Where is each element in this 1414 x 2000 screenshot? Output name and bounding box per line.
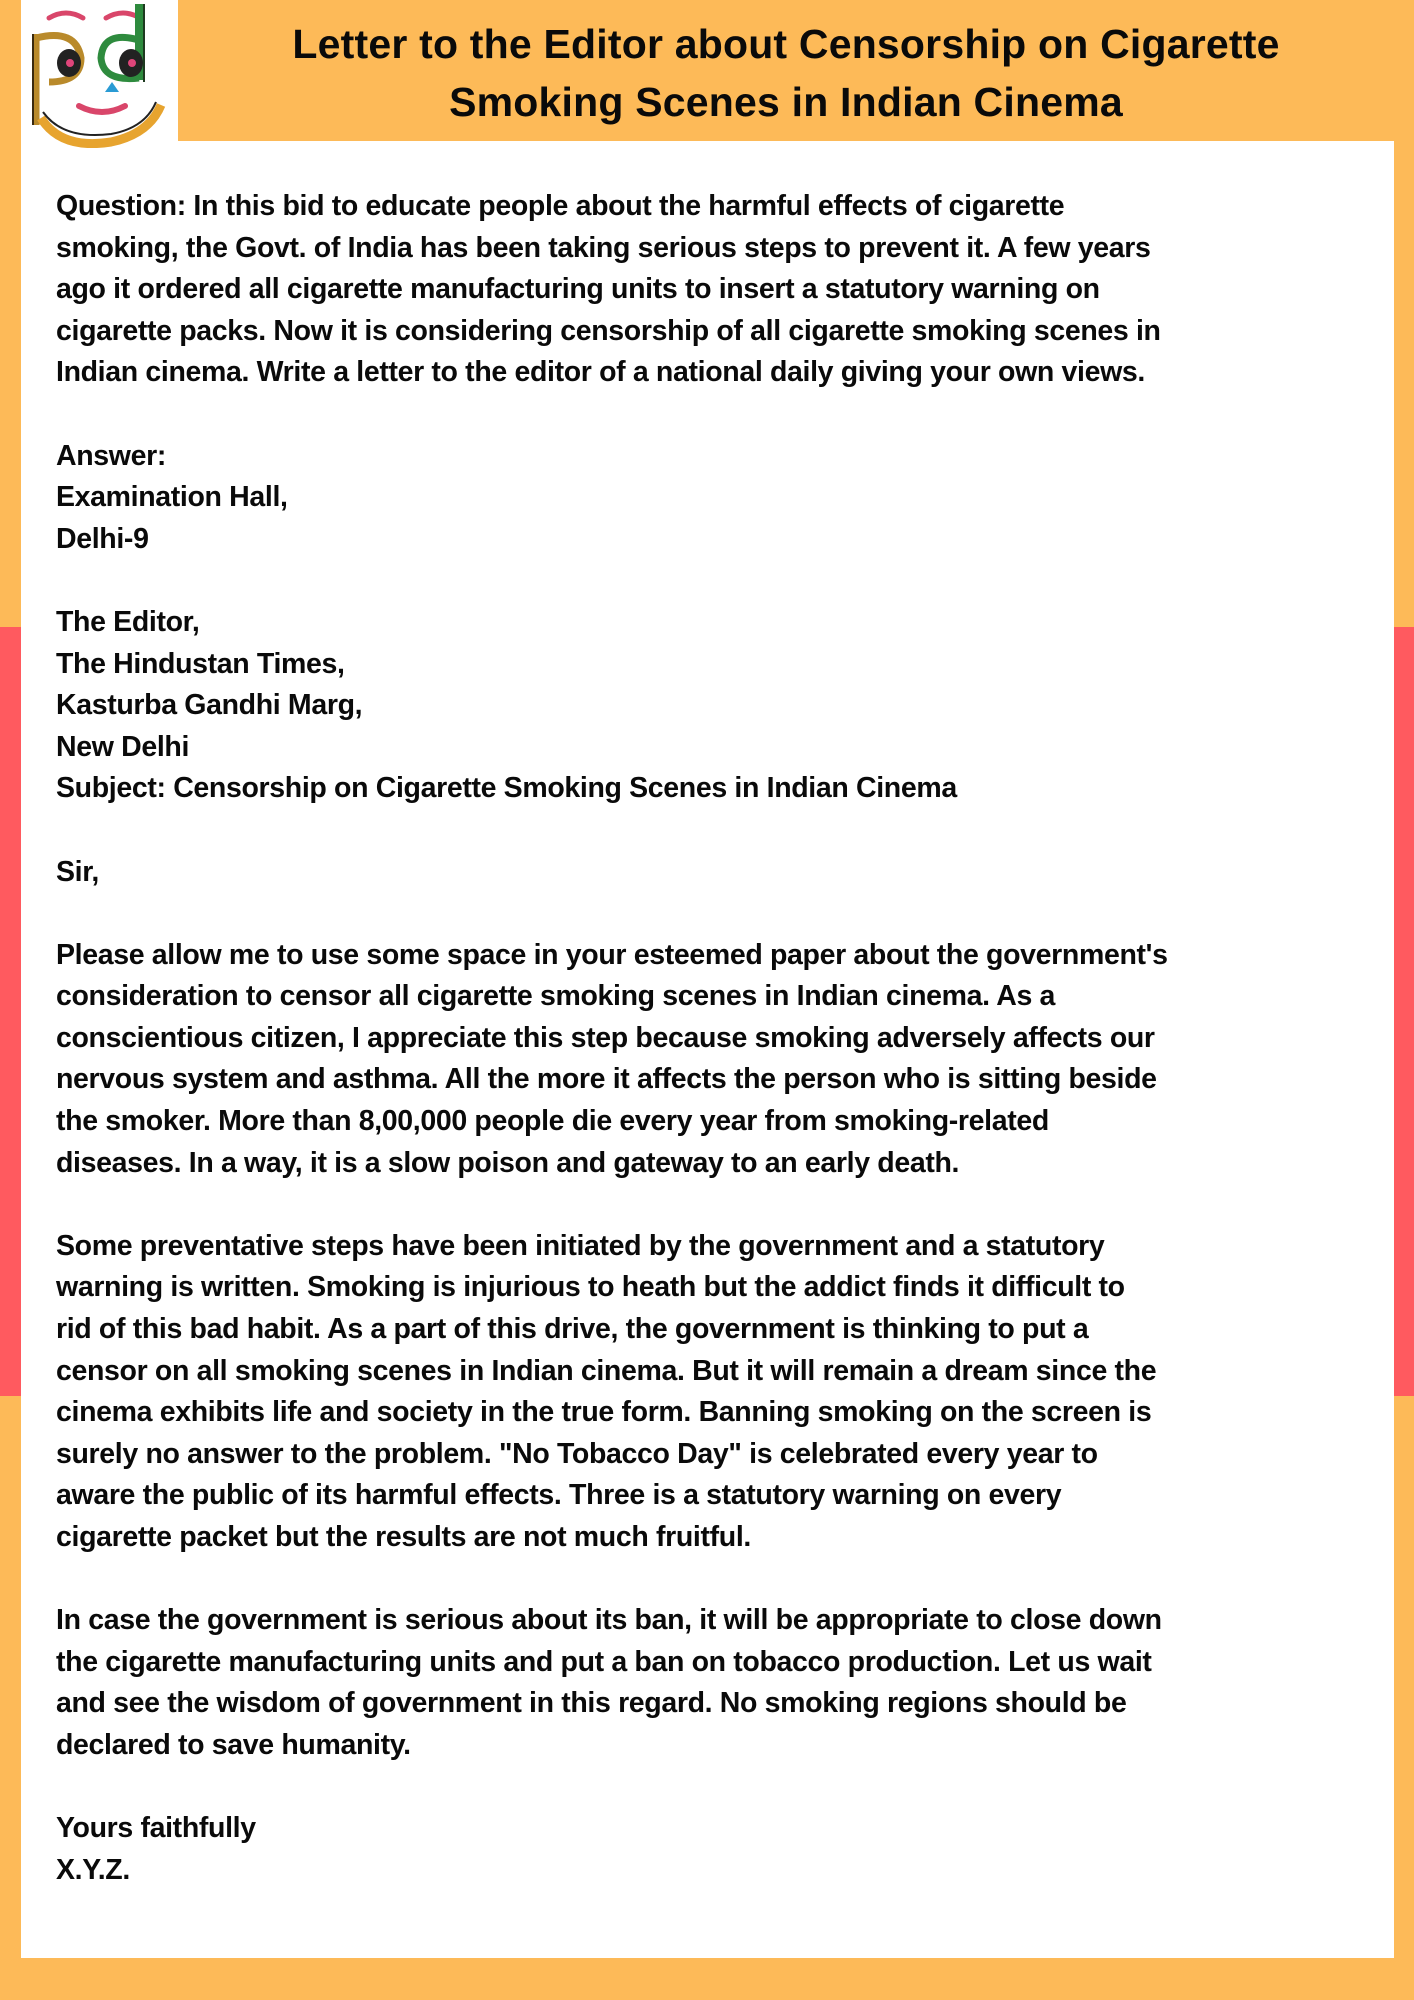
page-title [292, 11, 1279, 131]
body-paragraph-2 [56, 1226, 1376, 1559]
recipient-block [56, 602, 1376, 810]
body-line: the smoker. More than 8,00,000 people die every year from smoking-related [56, 1105, 1049, 1138]
body-line: surely no answer to the problem. "No Tobacco Day" is celebrated every year to [56, 1437, 1098, 1470]
body-line: cinema exhibits life and society in the true form. Banning smoking on the screen is [56, 1396, 1152, 1429]
signature: X.Y.Z. [56, 1853, 130, 1886]
question-paragraph [56, 186, 1376, 394]
body-line: declared to save humanity. [56, 1728, 411, 1761]
closing-text: Yours faithfully [56, 1812, 256, 1845]
question-line: cigarette packs. Now it is considering censorship of all cigarette smoking scenes in [56, 314, 1161, 347]
sender-address-line: Examination Hall, [56, 481, 288, 514]
smiley-face-logo-icon [21, 0, 178, 148]
body-line: In case the government is serious about its ban, it will be appropriate to close down [56, 1604, 1162, 1637]
body-line: cigarette packet but the results are not much fruitful. [56, 1521, 751, 1553]
right-border-red-accent [1394, 627, 1414, 1396]
answer-label: Answer: [56, 439, 166, 472]
header-band [178, 0, 1394, 141]
body-line: conscientious citizen, I appreciate this step because smoking adversely affects our [56, 1021, 1155, 1054]
left-border-red-accent [0, 627, 22, 1396]
recipient-address-line: The Editor, [56, 605, 200, 638]
recipient-address-line: Kasturba Gandhi Marg, [56, 689, 363, 722]
recipient-address-line: The Hindustan Times, [56, 647, 345, 680]
question-line: Indian cinema. Write a letter to the editor of a national daily giving your own views. [56, 356, 1145, 389]
salutation-text: Sir, [56, 855, 99, 888]
body-line: Some preventative steps have been initiated by the government and a statutory [56, 1229, 1105, 1262]
body-line: warning is written. Smoking is injurious to heath but the addict finds it difficult to [56, 1271, 1125, 1304]
question-line: ago it ordered all cigarette manufacturing units to insert a statutory warning on [56, 273, 1100, 306]
body-line: diseases. In a way, it is a slow poison and gateway to an early death. [56, 1146, 960, 1179]
sender-block [56, 436, 1376, 561]
recipient-address-line: New Delhi [56, 730, 190, 763]
title-line-1: Letter to the Editor about Censorship on Cigarette [292, 20, 1280, 67]
body-line: censor on all smoking scenes in Indian cinema. But it will remain a dream since the [56, 1354, 1157, 1387]
subject-line: Subject: Censorship on Cigarette Smoking Scenes in Indian Cinema [56, 772, 957, 805]
body-line: nervous system and asthma. All the more it affects the person who is sitting beside [56, 1063, 1157, 1096]
body-line: rid of this bad habit. As a part of this drive, the government is thinking to put a [56, 1313, 1089, 1346]
body-paragraph-3 [56, 1600, 1376, 1766]
body-line: Please allow me to use some space in your esteemed paper about the government's [56, 938, 1168, 971]
letter-content [56, 186, 1376, 1891]
title-line-2: Smoking Scenes in Indian Cinema [449, 78, 1123, 125]
body-line: and see the wisdom of government in this regard. No smoking regions should be [56, 1687, 1127, 1720]
salutation [56, 852, 1376, 894]
body-line: aware the public of its harmful effects. Three is a statutory warning on every [56, 1479, 1062, 1512]
question-line: Question: In this bid to educate people about the harmful effects of cigarette [56, 190, 1065, 222]
pd-logo [21, 0, 178, 148]
question-line: smoking, the Govt. of India has been taking serious steps to prevent it. A few years [56, 231, 1151, 264]
body-paragraph-1 [56, 935, 1376, 1185]
sender-address-line: Delhi-9 [56, 522, 149, 555]
body-line: the cigarette manufacturing units and put a ban on tobacco production. Let us wait [56, 1645, 1152, 1678]
body-line: consideration to censor all cigarette smoking scenes in Indian cinema. As a [56, 980, 1056, 1013]
closing-block [56, 1808, 1376, 1891]
